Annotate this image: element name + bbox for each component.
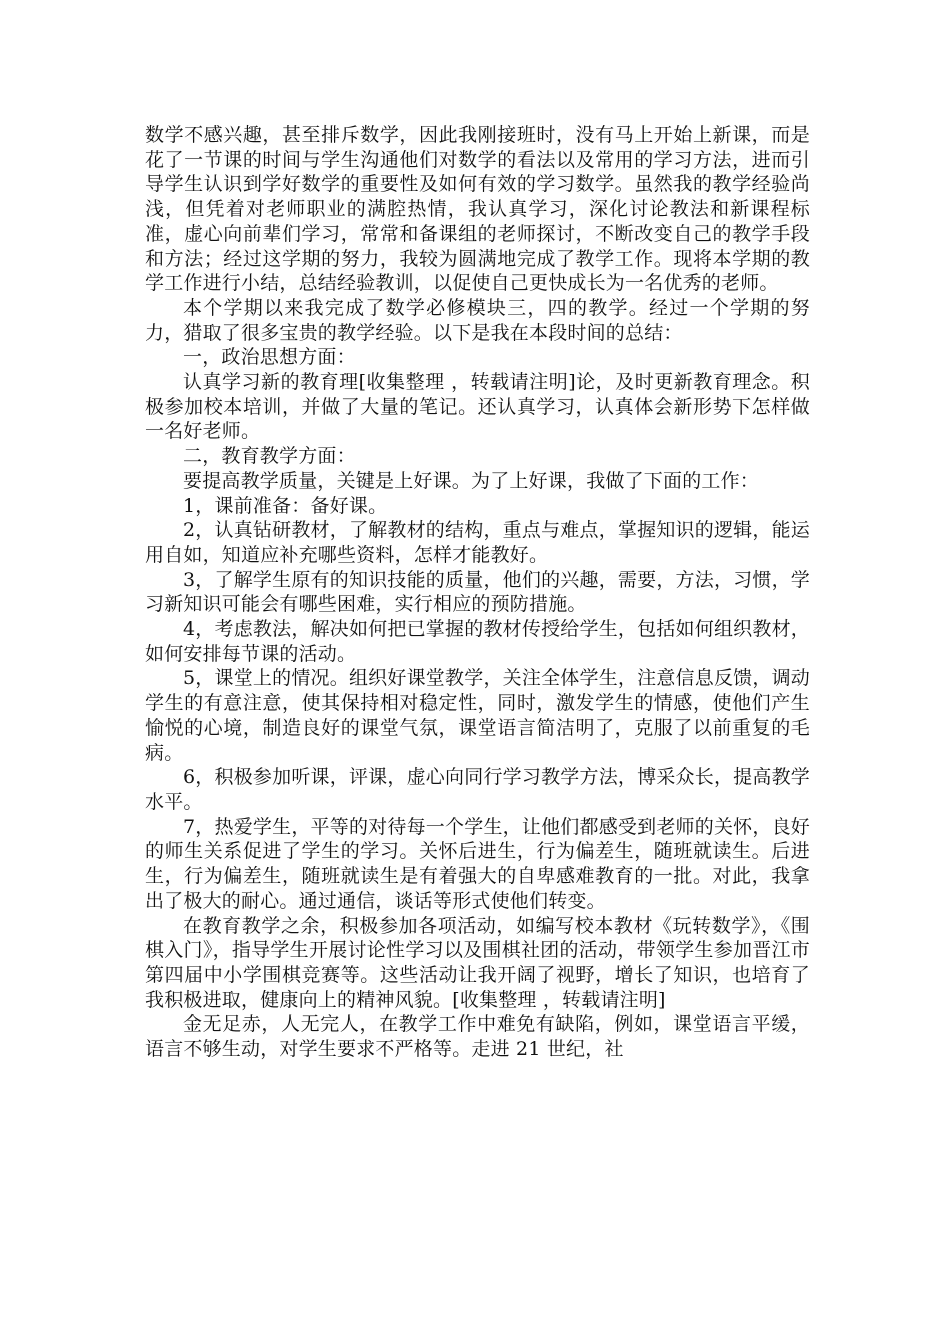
paragraph: 金无足赤，人无完人，在教学工作中难免有缺陷，例如，课堂语言平缓，语言不够生动，对学生要求不严格等。走进 21 世纪，社 [145, 1013, 810, 1061]
paragraph: 认真学习新的教育理[收集整理 ，转载请注明]论，及时更新教育理念。积极参加校本培训，并做了大量的笔记。还认真学习，认真体会新形势下怎样做一名好老师。 [145, 371, 810, 443]
paragraph: 4，考虑教法，解决如何把已掌握的教材传授给学生，包括如何组织教材，如何安排每节课的活动。 [145, 618, 810, 665]
paragraph: 在教育教学之余，积极参加各项活动，如编写校本教材《玩转数学》，《围棋入门》，指导学生开展讨论性学习以及围棋社团的活动，带领学生参加晋江市第四届中小学围棋竞赛等。这些活动让我开阔了视野，增长了知识，也培育了我积极进取，健康向上的精神风貌。[收集整理 ，转载请注明] [145, 914, 810, 1011]
paragraph: 二，教育教学方面： [183, 445, 356, 468]
paragraph: 5，课堂上的情况。组织好课堂教学，关注全体学生，注意信息反馈，调动学生的有意注意，使其保持相对稳定性，同时，激发学生的情感，使他们产生愉悦的心境，制造良好的课堂气氛，课堂语言简洁明了，克服了以前重复的毛病。 [145, 667, 810, 764]
document-page [145, 123, 810, 1062]
paragraph: 一，政治思想方面： [183, 346, 356, 369]
paragraph: 6，积极参加听课，评课，虚心向同行学习教学方法，博采众长，提高教学水平。 [145, 766, 810, 813]
paragraph: 要提高教学质量，关键是上好课。为了上好课，我做了下面的工作： [183, 469, 760, 492]
paragraph: 本个学期以来我完成了数学必修模块三，四的教学。经过一个学期的努力，猎取了很多宝贵的教学经验。以下是我在本段时间的总结： [145, 296, 810, 344]
paragraph: 7，热爱学生，平等的对待每一个学生，让他们都感受到老师的关怀，良好的师生关系促进了学生的学习。关怀后进生，行为偏差生，随班就读生。后进生，行为偏差生，随班就读生是有着强大的自卑感难教育的一批。对此，我拿出了极大的耐心。通过通信，谈话等形式使他们转变。 [145, 815, 810, 912]
paragraph: 2，认真钻研教材，了解教材的结构，重点与难点，掌握知识的逻辑，能运用自如，知道应补充哪些资料，怎样才能教好。 [145, 519, 810, 566]
paragraph: 数学不感兴趣，甚至排斥数学，因此我刚接班时，没有马上开始上新课，而是花了一节课的时间与学生沟通他们对数学的看法以及常用的学习方法，进而引导学生认识到学好数学的重要性及如何有效的学习数学。虽然我的教学经验尚浅，但凭着对老师职业的满腔热情，我认真学习，深化讨论教法和新课程标准，虚心向前辈们学习，常常和备课组的老师探讨，不断改变自己的教学手段和方法；经过这学期的努力，我较为圆满地完成了教学工作。现将本学期的教学工作进行小结，总结经验教训，以促使自己更快成长为一名优秀的老师。 [145, 124, 810, 295]
paragraph: 3，了解学生原有的知识技能的质量，他们的兴趣，需要，方法，习惯，学习新知识可能会有哪些困难，实行相应的预防措施。 [145, 568, 810, 616]
paragraph: 1，课前准备：备好课。 [183, 494, 388, 517]
